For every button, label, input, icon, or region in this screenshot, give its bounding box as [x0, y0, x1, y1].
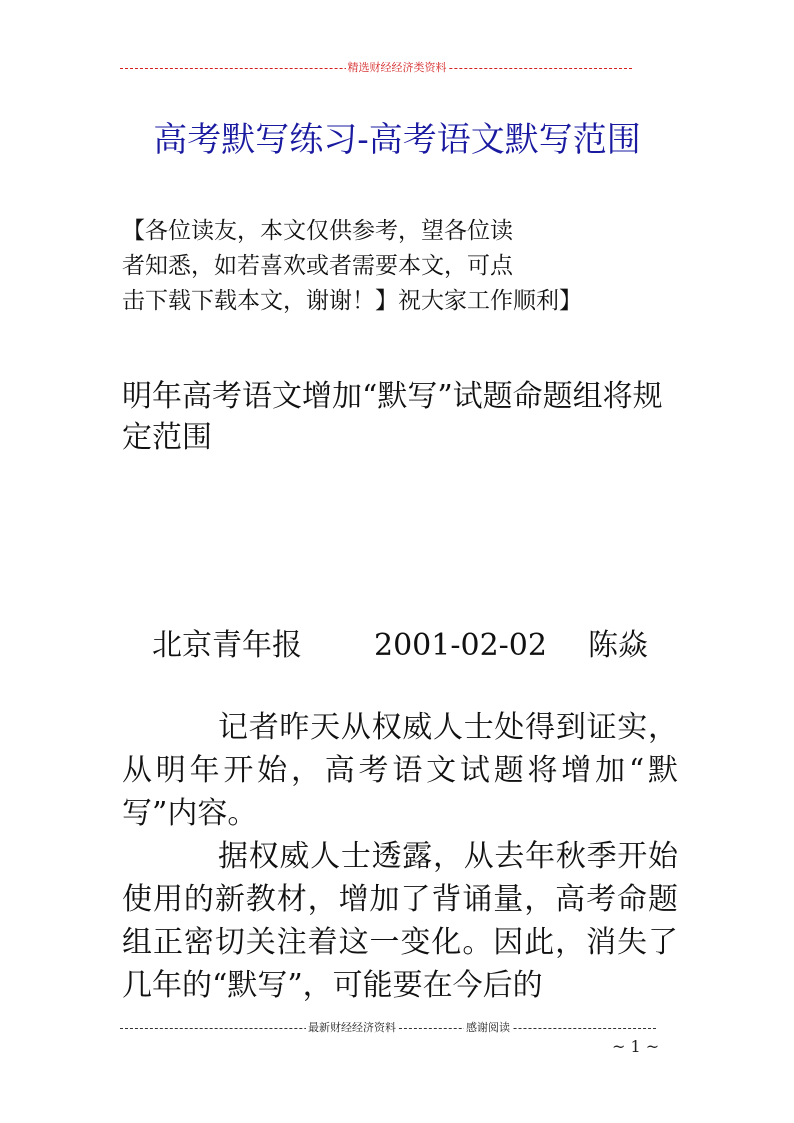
notice-line-3: 击下载下载本文，谢谢！】祝大家工作顺利】 — [122, 288, 582, 314]
page-number: ~ 1 ~ — [612, 1037, 660, 1056]
notice-line-2: 者知悉，如若喜欢或者需要本文，可点 — [122, 253, 513, 279]
footer-left-text: 最新财经经济资料 — [308, 1021, 396, 1034]
document-title: 高考默写练习-高考语文默写范围 — [153, 120, 641, 160]
byline-date: 2001-02-02 — [374, 628, 547, 663]
article-headline: 明年高考语文增加“默写”试题命题组将规定范围 — [122, 379, 663, 455]
notice-block — [122, 214, 642, 319]
byline-source: 北京青年报 — [152, 628, 302, 663]
byline-author: 陈焱 — [588, 628, 648, 663]
header — [0, 59, 794, 75]
article-body — [122, 706, 678, 1007]
header-text: 精选财经经济类资料 — [347, 61, 447, 74]
byline — [152, 626, 692, 666]
footer-right-text: 感谢阅读 — [466, 1021, 510, 1034]
paragraph: 记者昨天从权威人士处得到证实，从明年开始，高考语文试题将增加“默写”内容。 — [122, 710, 678, 831]
notice-line-1: 【各位读友，本文仅供参考，望各位读 — [122, 218, 513, 244]
paragraph: 据权威人士透露，从去年秋季开始使用的新教材，增加了背诵量，高考命题组正密切关注着这一变化。因此，消失了几年的“默写”，可能要在今后的 — [122, 839, 678, 1003]
